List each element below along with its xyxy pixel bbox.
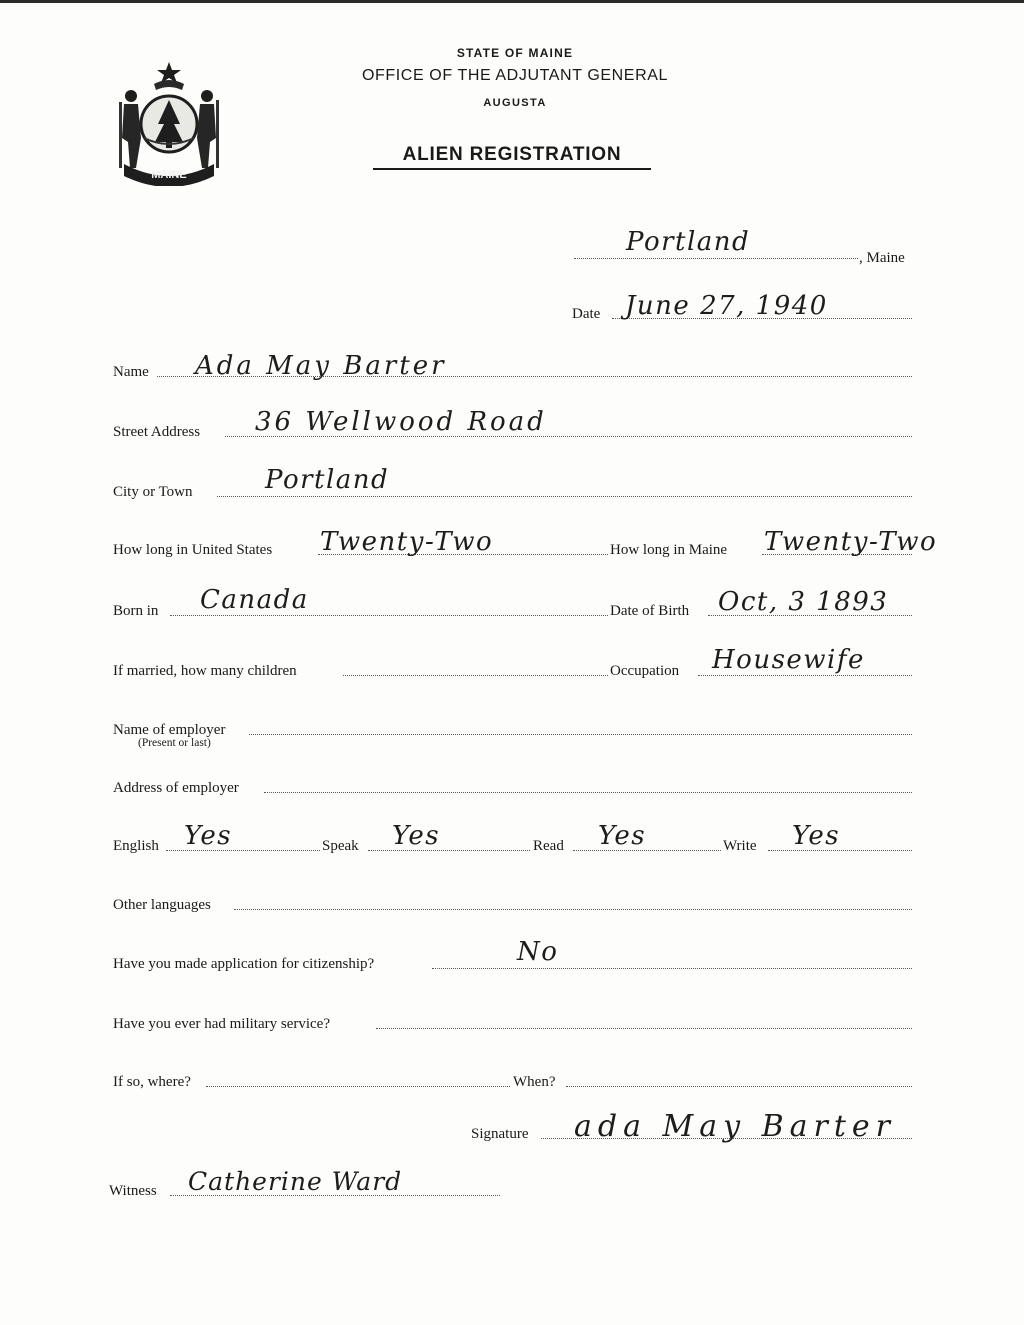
children-line [343,675,608,676]
name-label: Name [113,364,149,380]
witness-label: Witness [109,1183,157,1199]
english-value[interactable]: Yes [184,821,233,851]
svg-text:Catherine Ward: Catherine Ward [188,1167,403,1196]
born-line [170,615,608,616]
city-line [217,496,912,497]
occupation-line [698,675,912,676]
svg-text:ada May Barter: ada May Barter [574,1109,897,1144]
military-label: Have you ever had military service? [113,1016,330,1032]
city-value[interactable]: Portland [265,465,390,495]
witness-signature [186,1160,486,1206]
other-languages-line [234,909,912,910]
when-line [566,1086,912,1087]
when-label: When? [513,1074,556,1090]
dob-value[interactable]: Oct, 3 1893 [718,587,889,617]
where-label: If so, where? [113,1074,191,1090]
seal-banner-text: MAINE [151,169,187,181]
citizenship-line [432,968,912,969]
english-label: English [113,838,159,854]
name-value[interactable]: Ada May Barter [195,351,447,381]
top-border [0,0,1024,3]
born-label: Born in [113,603,159,619]
citizenship-label: Have you made application for citizenship? [113,956,375,972]
form-title: ALIEN REGISTRATION [373,144,651,170]
header-office: OFFICE OF THE ADJUTANT GENERAL [361,67,669,84]
employer-address-label: Address of employer [113,780,239,796]
write-line [768,850,912,851]
read-label: Read [533,838,564,854]
place-suffix: , Maine [859,250,905,266]
employer-label: Name of employer [113,722,226,738]
date-label: Date [572,306,601,322]
occupation-value[interactable]: Housewife [712,645,865,675]
us-time-value[interactable]: Twenty-Two [320,527,494,557]
us-time-label: How long in United States [113,542,273,558]
where-line [206,1086,510,1087]
applicant-signature [570,1100,920,1160]
children-label: If married, how many children [113,663,297,679]
employer-address-line [264,792,912,793]
street-label: Street Address [113,424,201,440]
speak-label: Speak [322,838,359,854]
speak-value[interactable]: Yes [392,821,441,851]
header-city: AUGUSTA [483,97,547,109]
place-value[interactable]: Portland [626,227,751,257]
citizenship-value[interactable]: No [517,937,559,967]
maine-time-label: How long in Maine [610,542,728,558]
street-value[interactable]: 36 Wellwood Road [255,407,547,437]
write-label: Write [723,838,757,854]
city-label: City or Town [113,484,193,500]
write-value[interactable]: Yes [792,821,841,851]
read-line [573,850,721,851]
other-languages-label: Other languages [113,897,211,913]
occupation-label: Occupation [610,663,680,679]
date-value[interactable]: June 27, 1940 [625,291,828,321]
employer-line [249,734,912,735]
born-value[interactable]: Canada [200,585,309,615]
maine-state-seal-icon [110,58,228,186]
read-value[interactable]: Yes [598,821,647,851]
header-state: STATE OF MAINE [456,46,574,60]
military-line [376,1028,912,1029]
signature-label: Signature [471,1126,529,1142]
dob-label: Date of Birth [610,603,690,619]
employer-note: (Present or last) [138,737,211,749]
maine-time-value[interactable]: Twenty-Two [764,527,938,557]
place-line [574,258,858,259]
